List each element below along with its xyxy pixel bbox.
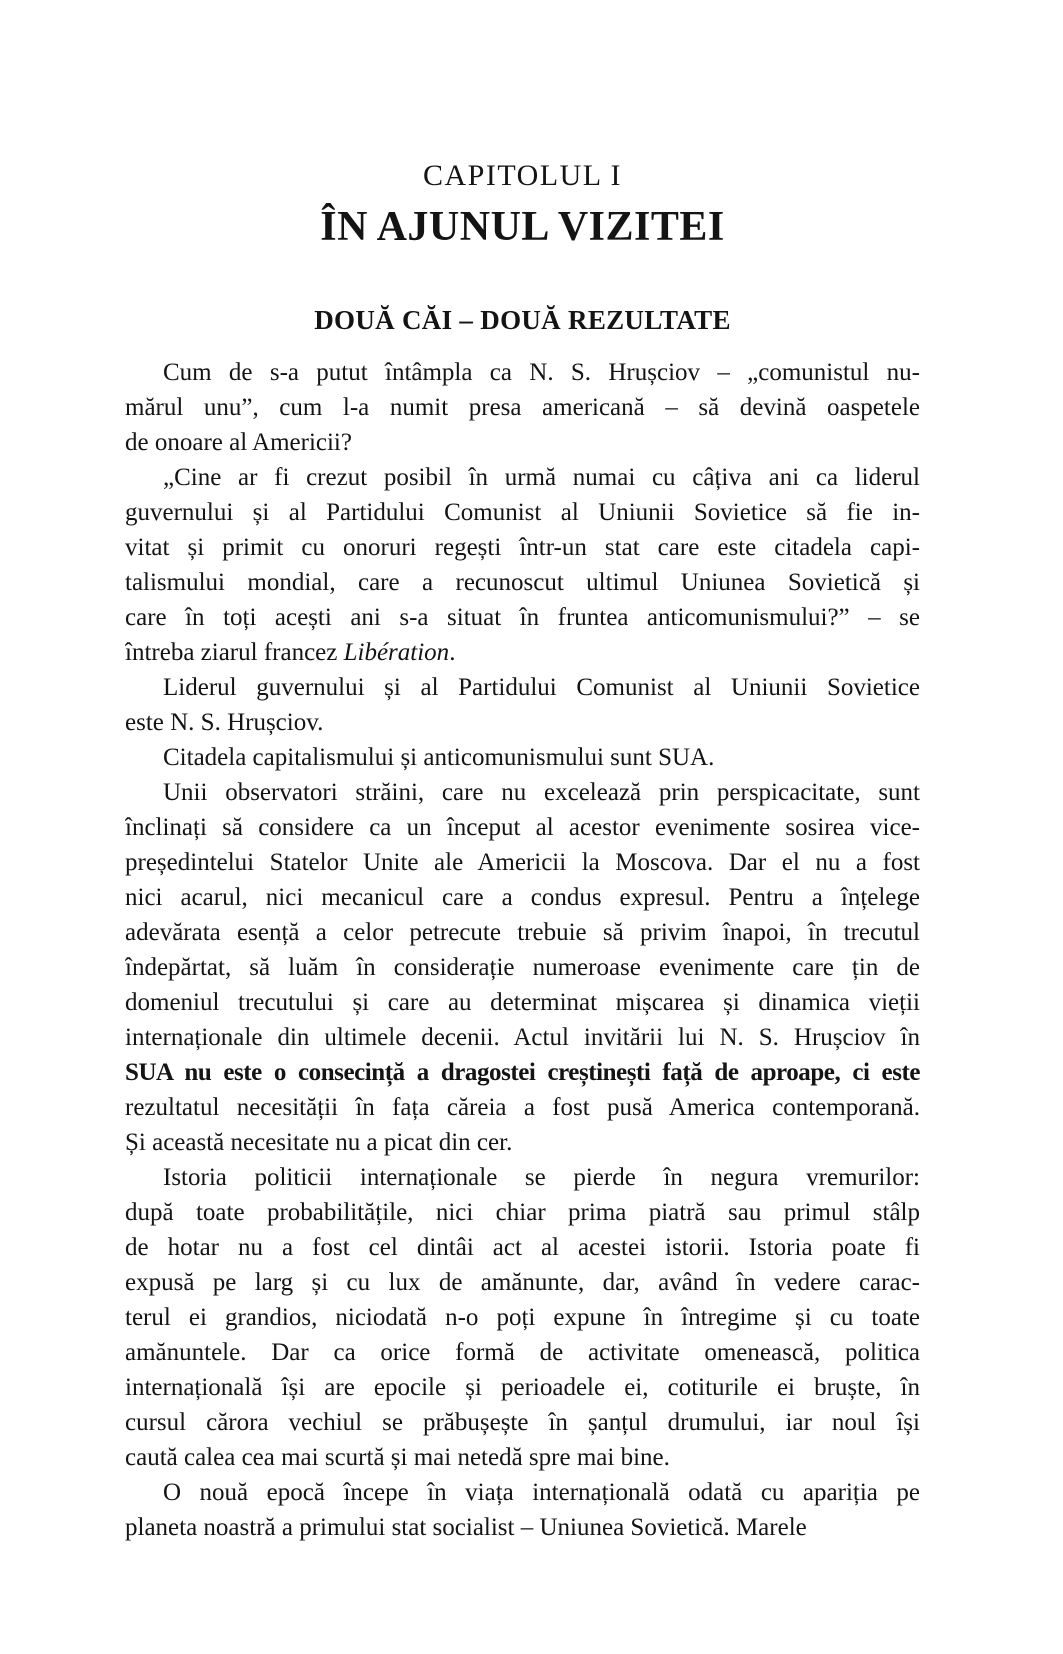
text-segment: președintelui Statelor Unite ale Americii la Moscova. Dar el nu a fost bbox=[125, 849, 920, 876]
text-line bbox=[125, 425, 920, 460]
text-segment: Citadela capitalismului și anticomunismului sunt SUA. bbox=[163, 744, 715, 771]
text-segment: după toate probabilitățile, nici chiar prima piatră sau primul stâlp bbox=[125, 1199, 920, 1226]
text-segment: caută calea cea mai scurtă și mai netedă spre mai bine. bbox=[125, 1444, 670, 1471]
text-segment: de onoare al Americii? bbox=[125, 429, 352, 456]
chapter-label: CAPITOLUL I bbox=[423, 159, 622, 192]
text-line bbox=[125, 495, 920, 530]
text-line bbox=[125, 740, 920, 775]
text-segment: vitat și primit cu onoruri regești într-un stat care este citadela capi- bbox=[125, 534, 920, 561]
text-segment: SUA nu este o consecință a dragostei creștinești față de aproape, ci este bbox=[125, 1059, 920, 1086]
text-line bbox=[125, 1405, 920, 1440]
text-segment: care în toți acești ani s-a situat în fruntea anticomunismului?” – se bbox=[125, 604, 920, 631]
text-segment: Istoria politicii internaționale se pierde în negura vremurilor: bbox=[163, 1164, 920, 1191]
text-segment: O nouă epocă începe în viața internațională odată cu apariția pe bbox=[163, 1479, 920, 1506]
paragraph bbox=[125, 1475, 920, 1545]
text-segment: internațională își are epocile și perioadele ei, cotiturile ei bruște, în bbox=[125, 1374, 920, 1401]
text-line bbox=[125, 705, 920, 740]
text-line bbox=[125, 1090, 920, 1125]
text-segment: domeniul trecutului și care au determinat mișcarea și dinamica vieții bbox=[125, 989, 920, 1016]
text-line bbox=[125, 915, 920, 950]
text-line bbox=[125, 1160, 920, 1195]
text-segment: „Cine ar fi crezut posibil în urmă numai cu câțiva ani ca liderul bbox=[163, 464, 920, 491]
text-line bbox=[125, 1300, 920, 1335]
text-line bbox=[125, 985, 920, 1020]
text-segment: este N. S. Hrușciov. bbox=[125, 709, 324, 736]
text-segment: guvernului și al Partidului Comunist al Uniunii Sovietice să fie in- bbox=[125, 499, 920, 526]
paragraph bbox=[125, 460, 920, 670]
text-segment: expusă pe larg și cu lux de amănunte, dar, având în vedere carac- bbox=[125, 1269, 920, 1296]
text-segment: . bbox=[449, 639, 456, 666]
text-line bbox=[125, 530, 920, 565]
page-content bbox=[125, 0, 920, 1545]
text-line bbox=[125, 810, 920, 845]
body-text bbox=[125, 355, 920, 1545]
paragraph bbox=[125, 775, 920, 1160]
text-line bbox=[125, 775, 920, 810]
text-segment: înclinați să considere ca un început al acestor evenimente sosirea vice- bbox=[125, 814, 920, 841]
text-segment: îndepărtat, să luăm în considerație numeroase evenimente care țin de bbox=[125, 954, 920, 981]
text-segment: Cum de s-a putut întâmpla ca N. S. Hrușciov – „comunistul nu- bbox=[163, 359, 920, 386]
text-line bbox=[125, 670, 920, 705]
text-line bbox=[125, 950, 920, 985]
text-line bbox=[125, 1230, 920, 1265]
text-segment: cursul cărora vechiul se prăbușește în șanțul drumului, iar noul își bbox=[125, 1409, 920, 1436]
text-line bbox=[125, 355, 920, 390]
text-segment: Și această necesitate nu a picat din cer. bbox=[125, 1129, 513, 1156]
text-line bbox=[125, 880, 920, 915]
paragraph bbox=[125, 670, 920, 740]
paragraph bbox=[125, 740, 920, 775]
text-line bbox=[125, 460, 920, 495]
paragraph bbox=[125, 1160, 920, 1475]
text-line bbox=[125, 635, 920, 670]
text-segment: nici acarul, nici mecanicul care a condus expresul. Pentru a înțelege bbox=[125, 884, 920, 911]
text-line bbox=[125, 1335, 920, 1370]
text-line bbox=[125, 1020, 920, 1055]
text-line bbox=[125, 390, 920, 425]
text-segment: mărul unu”, cum l-a numit presa americană – să devină oaspetele bbox=[125, 394, 920, 421]
text-segment: de hotar nu a fost cel dintâi act al acestei istorii. Istoria poate fi bbox=[125, 1234, 920, 1261]
text-line bbox=[125, 565, 920, 600]
chapter-title: ÎN AJUNUL VIZITEI bbox=[320, 204, 725, 250]
text-segment: Unii observatori străini, care nu excelează prin perspicacitate, sunt bbox=[163, 779, 920, 806]
text-line bbox=[125, 1370, 920, 1405]
text-segment: talismului mondial, care a recunoscut ultimul Uniunea Sovietică și bbox=[125, 569, 920, 596]
text-line bbox=[125, 1055, 920, 1090]
text-segment: Liderul guvernului și al Partidului Comunist al Uniunii Sovietice bbox=[163, 674, 920, 701]
text-segment: amănuntele. Dar ca orice formă de activitate omenească, politica bbox=[125, 1339, 920, 1366]
text-segment: rezultatul necesității în fața căreia a fost pusă America contemporană. bbox=[125, 1094, 920, 1121]
text-line bbox=[125, 1125, 920, 1160]
text-line bbox=[125, 1195, 920, 1230]
text-line bbox=[125, 1265, 920, 1300]
text-line bbox=[125, 845, 920, 880]
italic-text: Libération bbox=[343, 639, 450, 666]
section-heading: DOUĂ CĂI – DOUĂ REZULTATE bbox=[314, 305, 731, 335]
text-line bbox=[125, 1440, 920, 1475]
text-segment: întreba ziarul francez bbox=[125, 639, 344, 666]
text-segment: internaționale din ultimele decenii. Actul invitării lui N. S. Hrușciov în bbox=[125, 1024, 920, 1051]
text-segment: adevărata esență a celor petrecute trebuie să privim înapoi, în trecutul bbox=[125, 919, 920, 946]
text-line bbox=[125, 600, 920, 635]
text-segment: terul ei grandios, niciodată n-o poți expune în întregime și cu toate bbox=[125, 1304, 920, 1331]
text-line bbox=[125, 1475, 920, 1510]
text-line bbox=[125, 1510, 920, 1545]
text-segment: planeta noastră a primului stat socialist – Uniunea Sovietică. Marele bbox=[125, 1514, 807, 1541]
paragraph bbox=[125, 355, 920, 460]
